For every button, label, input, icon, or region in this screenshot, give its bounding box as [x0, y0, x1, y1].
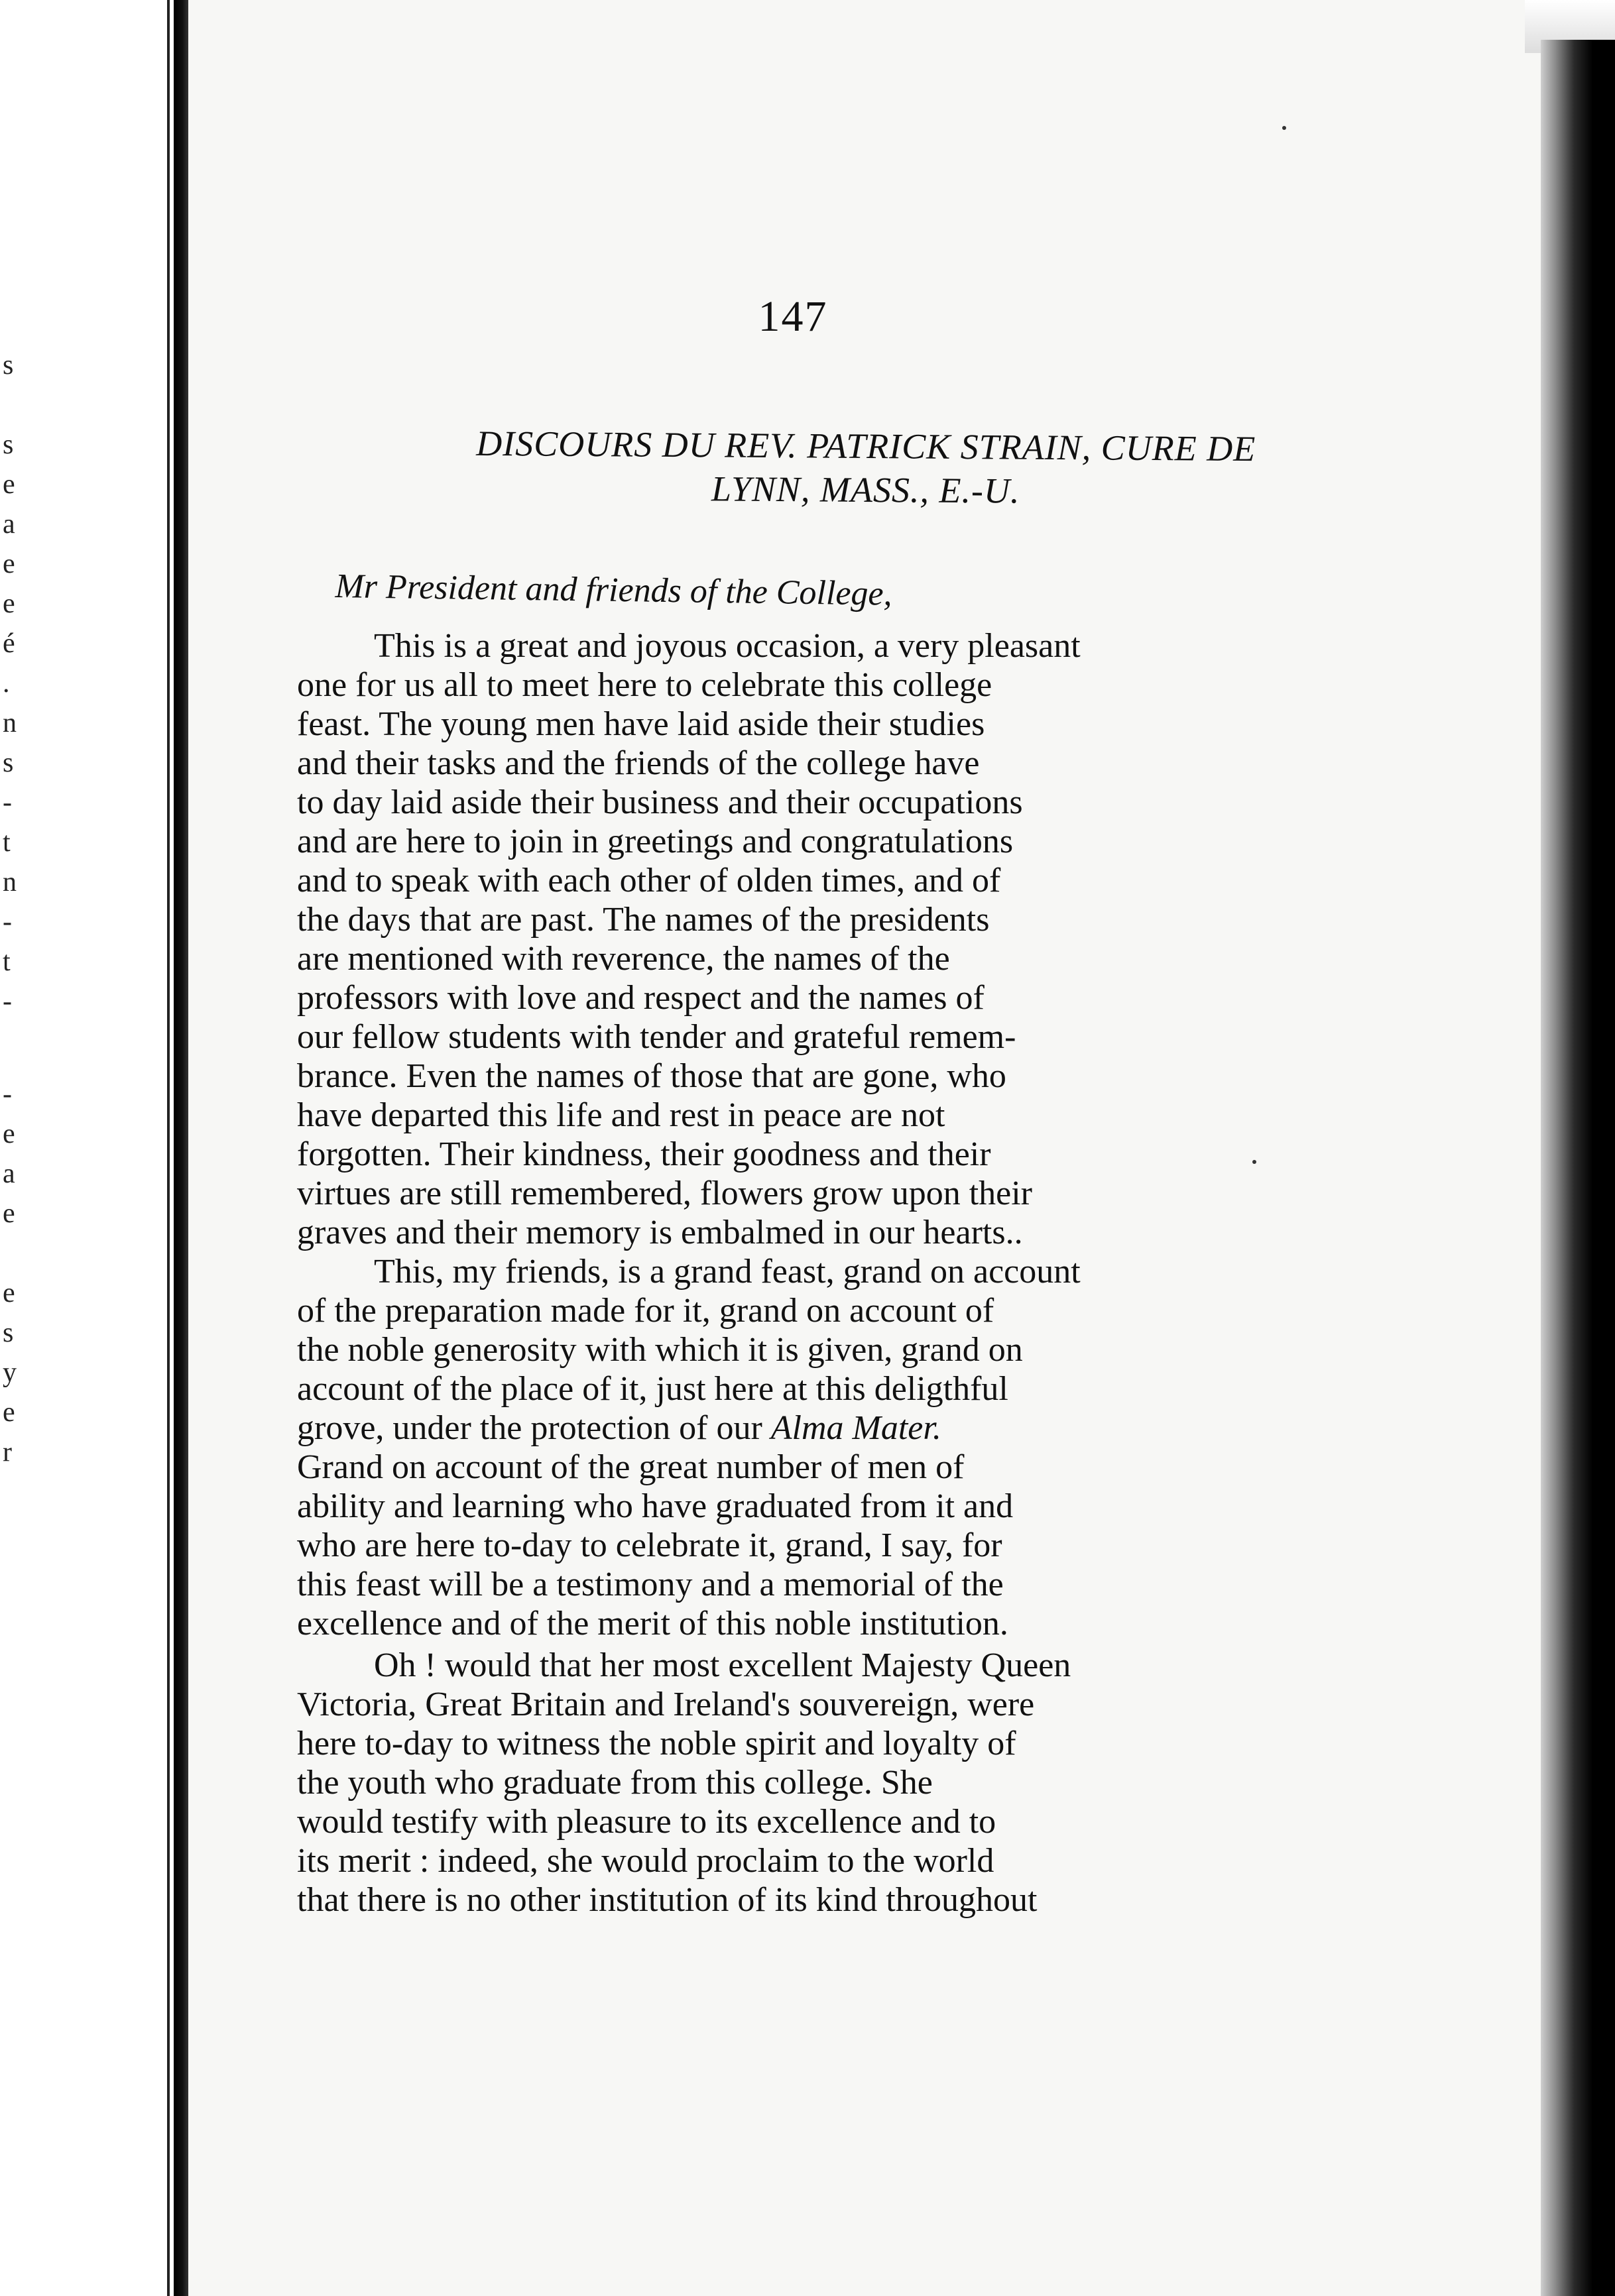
paper-speck [1252, 1160, 1256, 1164]
left-fragment-letter: e [3, 469, 15, 500]
gutter-shadow [167, 0, 170, 2296]
text-line: this feast will be a testimony and a memorial of the [297, 1566, 1004, 1603]
paragraph-1 [297, 626, 1396, 1252]
left-fragment-letter: e [3, 1397, 15, 1428]
left-page-fragment [0, 0, 174, 2296]
text-line: the youth who graduate from this college. She [297, 1764, 933, 1802]
text-segment: grove, under the protection of our [297, 1409, 762, 1447]
page-number: 147 [758, 292, 828, 341]
left-fragment-letter: s [3, 1318, 14, 1348]
text-line: and their tasks and the friends of the college have [297, 744, 980, 782]
left-fragment-letter: . [3, 668, 10, 699]
left-fragment-letter: t [3, 827, 11, 858]
book-right-edge [1541, 40, 1615, 2296]
text-line: forgotten. Their kindness, their goodness and their [297, 1135, 991, 1173]
left-fragment-letter: - [3, 1079, 12, 1110]
left-fragment-letter: e [3, 589, 15, 619]
text-line: account of the place of it, just here at this deligthful [297, 1370, 1008, 1408]
left-fragment-letter: s [3, 430, 14, 460]
text-line: and to speak with each other of olden times, and of [297, 862, 1001, 899]
text-line: virtues are still remembered, flowers grow upon their [297, 1175, 1032, 1212]
text-line: have departed this life and rest in peace are not [297, 1096, 945, 1134]
text-line: Victoria, Great Britain and Ireland's souvereign, were [297, 1686, 1035, 1723]
salutation: Mr President and friends of the College, [335, 567, 892, 613]
text-line: to day laid aside their business and their occupations [297, 783, 1023, 821]
text-line: who are here to-day to celebrate it, grand, I say, for [297, 1526, 1002, 1564]
text-line: the days that are past. The names of the presidents [297, 901, 990, 939]
left-page-edge-letters [0, 0, 20, 2296]
left-fragment-letter: - [3, 907, 12, 937]
text-line: our fellow students with tender and grateful remem- [297, 1018, 1016, 1056]
speech-title [335, 420, 1397, 515]
text-line: brance. Even the names of those that are gone, who [297, 1057, 1006, 1095]
left-fragment-letter: - [3, 787, 12, 818]
text-line: the noble generosity with which it is given, grand on [297, 1331, 1023, 1369]
text-line: This is a great and joyous occasion, a very pleasant [374, 627, 1081, 665]
text-line: that there is no other institution of its kind throughout [297, 1881, 1038, 1919]
text-line: here to-day to witness the noble spirit and loyalty of [297, 1725, 1016, 1762]
left-fragment-letter: e [3, 1198, 15, 1229]
text-line: This, my friends, is a grand feast, grand on account [374, 1253, 1081, 1291]
text-line: graves and their memory is embalmed in our hearts.. [297, 1214, 1023, 1251]
text-line: one for us all to meet here to celebrate this college [297, 666, 992, 704]
text-line: excellence and of the merit of this noble institution. [297, 1605, 1008, 1642]
paragraph-2 [297, 1252, 1396, 1643]
left-fragment-letter: s [3, 748, 14, 778]
speech-body [297, 626, 1396, 1920]
left-fragment-letter: n [3, 867, 17, 897]
text-line: ability and learning who have graduated from it and [297, 1487, 1014, 1525]
left-fragment-letter: r [3, 1437, 12, 1467]
title-line-2: LYNN, MASS., E.-U. [711, 469, 1020, 511]
left-fragment-letter: a [3, 509, 15, 540]
text-line: and are here to join in greetings and congratulations [297, 823, 1014, 860]
text-line: are mentioned with reverence, the names of the [297, 940, 950, 978]
title-line-1: DISCOURS DU REV. PATRICK STRAIN, CURE DE [476, 423, 1256, 469]
text-line: Oh ! would that her most excellent Majesty Queen [374, 1646, 1071, 1684]
text-line: professors with love and respect and the names of [297, 979, 985, 1017]
left-fragment-letter: s [3, 350, 14, 380]
left-fragment-letter: - [3, 986, 12, 1017]
text-line [297, 1408, 1396, 1448]
text-line: of the preparation made for it, grand on account of [297, 1292, 994, 1330]
text-line: would testify with pleasure to its excellence and to [297, 1803, 996, 1841]
left-fragment-letter: e [3, 1278, 15, 1308]
text-line: Grand on account of the great number of men of [297, 1448, 965, 1486]
left-fragment-letter: a [3, 1159, 15, 1189]
left-fragment-letter: n [3, 708, 17, 738]
left-fragment-letter: e [3, 549, 15, 579]
alma-mater-italic: Alma Mater. [770, 1409, 941, 1447]
text-line: feast. The young men have laid aside their studies [297, 705, 985, 743]
paper-speck [1282, 126, 1286, 130]
left-fragment-letter: y [3, 1357, 17, 1388]
left-fragment-letter: e [3, 1119, 15, 1149]
book-gutter [174, 0, 188, 2296]
paragraph-3 [297, 1646, 1396, 1920]
left-fragment-letter: t [3, 947, 11, 977]
text-line: its merit : indeed, she would proclaim to the world [297, 1842, 994, 1880]
left-fragment-letter: é [3, 628, 15, 659]
book-page [188, 0, 1541, 2296]
